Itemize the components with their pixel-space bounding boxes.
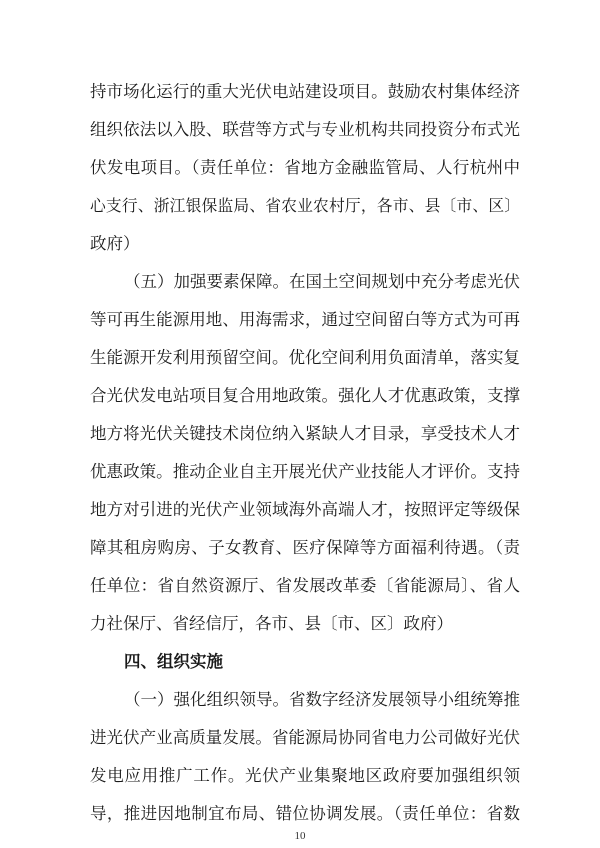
paragraph-first-line: （五）加强要素保障。在国土空间规划中充分考虑光伏	[124, 272, 520, 291]
paragraph-first-line: （一）强化组织领导。省数字经济发展领导小组统筹推	[124, 690, 520, 709]
text-line: 合光伏发电站项目复合用地政策。强化人才优惠政策，支撑	[90, 386, 520, 405]
text-line: 地方将光伏关键技术岗位纳入紧缺人才目录，享受技术人才	[90, 424, 520, 443]
text-line: 地方对引进的光伏产业领域海外高端人才，按照评定等级保	[90, 500, 520, 519]
text-line: 发电应用推广工作。光伏产业集聚地区政府要加强组织领	[90, 766, 520, 785]
text-line: 优惠政策。推动企业自主开展光伏产业技能人才评价。支持	[90, 462, 520, 481]
text-line: 障其租房购房、子女教育、医疗保障等方面福利待遇。（责	[90, 538, 520, 557]
page-number: 10	[294, 830, 306, 842]
text-line: 心支行、浙江银保监局、省农业农村厅，各市、县〔市、区〕	[90, 196, 520, 215]
text-line: 生能源开发利用预留空间。优化空间利用负面清单，落实复	[90, 348, 520, 367]
text-line: 等可再生能源用地、用海需求，通过空间留白等方式为可再	[90, 310, 520, 329]
text-line: 伏发电项目。（责任单位：省地方金融监管局、人行杭州中	[90, 158, 520, 177]
section-heading: 四、组织实施	[124, 652, 223, 671]
text-line: 政府）	[90, 234, 140, 253]
text-line: 力社保厅、省经信厅，各市、县〔市、区〕政府）	[90, 614, 453, 633]
text-line: 导，推进因地制宜布局、错位协调发展。（责任单位：省数	[90, 804, 520, 823]
text-line: 任单位：省自然资源厅、省发展改革委〔省能源局〕、省人	[90, 576, 520, 595]
text-line: 进光伏产业高质量发展。省能源局协同省电力公司做好光伏	[90, 728, 520, 747]
text-line: 持市场化运行的重大光伏电站建设项目。鼓励农村集体经济	[90, 82, 520, 101]
text-line: 组织依法以入股、联营等方式与专业机构共同投资分布式光	[90, 120, 520, 139]
